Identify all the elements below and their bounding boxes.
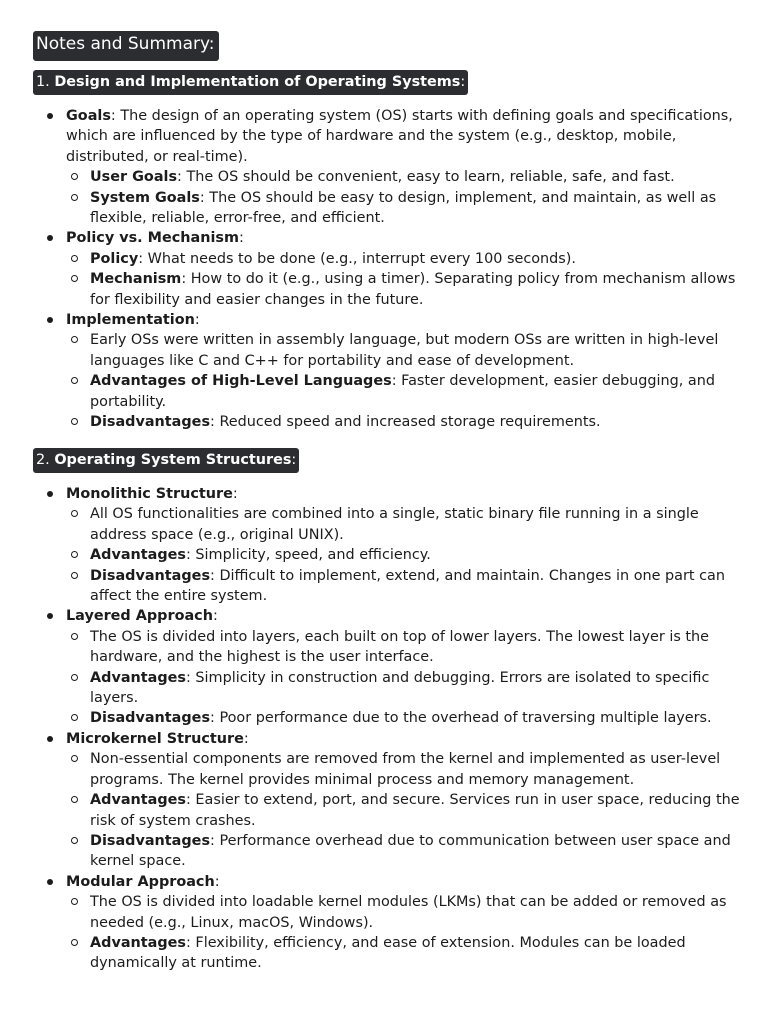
sub-text: : The OS should be easy to design, implement, and maintain, as well as flexible, reliable, error-free, and efficient. bbox=[90, 189, 717, 227]
sub-term: Disadvantages bbox=[90, 414, 211, 431]
sub-term: Disadvantages bbox=[90, 832, 211, 849]
item-text: : bbox=[214, 873, 220, 890]
sub-list-item bbox=[66, 371, 740, 412]
section-list bbox=[0, 484, 740, 974]
sub-list-item bbox=[66, 668, 740, 709]
item-text: : bbox=[232, 486, 238, 502]
section-title: Operating System Structures bbox=[54, 452, 292, 468]
item-text: : bbox=[194, 312, 200, 329]
sub-list bbox=[66, 892, 740, 974]
sub-text: The OS is divided into layers, each built on top of lower layers. The lowest layer is the hardware, and the highest is the user interface. bbox=[90, 628, 710, 666]
sub-text: : Flexibility, efficiency, and ease of extension. Modules can be loaded dynamically at runtime. bbox=[90, 934, 686, 972]
section-title: Design and Implementation of Operating Systems bbox=[54, 74, 461, 90]
sub-list-item bbox=[66, 504, 740, 545]
item-term: Microkernel Structure bbox=[66, 730, 244, 747]
sub-list-item bbox=[66, 892, 740, 933]
list-item bbox=[0, 106, 740, 228]
list-item bbox=[0, 729, 740, 872]
section-number: 1. bbox=[36, 74, 50, 90]
sub-text: : The OS should be convenient, easy to learn, reliable, safe, and fast. bbox=[177, 169, 675, 186]
sub-text: All OS functionalities are combined into a single, static binary file running in a single address space (e.g., original UNIX). bbox=[90, 506, 699, 543]
item-term: Implementation bbox=[66, 312, 195, 329]
sub-text: Non-essential components are removed from the kernel and implemented as user-level programs. The kernel provides minimal process and memory management. bbox=[90, 751, 721, 788]
sub-list-item bbox=[66, 566, 740, 607]
sub-list-item bbox=[66, 831, 740, 872]
item-term: Layered Approach bbox=[66, 608, 213, 625]
sub-list-item bbox=[66, 167, 740, 187]
sub-list bbox=[66, 330, 740, 432]
sub-term: Policy bbox=[90, 250, 139, 267]
sub-list-item bbox=[66, 188, 740, 229]
section-colon: : bbox=[291, 452, 297, 468]
list-item bbox=[0, 872, 740, 974]
sub-list bbox=[66, 249, 740, 310]
sub-list bbox=[66, 749, 740, 871]
sub-list-item bbox=[66, 933, 740, 974]
sub-list-item bbox=[66, 249, 740, 269]
list-item bbox=[0, 310, 740, 432]
sub-term: Advantages bbox=[90, 669, 186, 686]
item-text: : bbox=[238, 230, 244, 247]
sub-text: : Difficult to implement, extend, and maintain. Changes in one part can affect the entire system. bbox=[90, 567, 725, 605]
sub-list-item bbox=[66, 627, 740, 668]
sub-text: : Simplicity, speed, and efficiency. bbox=[186, 547, 431, 564]
section-number: 2. bbox=[36, 452, 50, 468]
sub-term: Advantages bbox=[90, 934, 186, 951]
sub-term: Mechanism bbox=[90, 271, 182, 288]
sub-text: Early OSs were written in assembly language, but modern OSs are written in high-level languages like C and C++ for portability and ease of development. bbox=[90, 332, 719, 369]
sub-text: : What needs to be done (e.g., interrupt every 100 seconds). bbox=[138, 250, 576, 267]
sub-text: : How to do it (e.g., using a timer). Separating policy from mechanism allows for flexibility and easier changes in the future. bbox=[90, 271, 736, 308]
sub-text: : Performance overhead due to communication between user space and kernel space. bbox=[90, 832, 731, 870]
section-list bbox=[0, 106, 740, 433]
sub-text: : Poor performance due to the overhead of traversing multiple layers. bbox=[210, 710, 712, 727]
sub-list-item bbox=[66, 412, 740, 432]
section-colon: : bbox=[460, 74, 466, 90]
sub-text: : Reduced speed and increased storage requirements. bbox=[210, 414, 601, 431]
sub-term: Advantages bbox=[90, 792, 186, 809]
sub-list-item bbox=[66, 790, 740, 831]
list-item bbox=[0, 606, 740, 728]
sub-list-item bbox=[66, 269, 740, 310]
item-text: : The design of an operating system (OS) starts with defining goals and specifications, which are influenced by the type of hardware and the system (e.g., desktop, mobile, distributed, or real-time). bbox=[66, 108, 733, 165]
sub-term: System Goals bbox=[90, 189, 200, 206]
item-text: : bbox=[243, 730, 249, 747]
sub-text: The OS is divided into loadable kernel modules (LKMs) that can be added or removed as needed (e.g., Linux, macOS, Windows). bbox=[90, 894, 727, 931]
sub-term: Advantages bbox=[90, 547, 186, 564]
sub-term: Disadvantages bbox=[90, 710, 211, 727]
sub-list bbox=[66, 167, 740, 228]
sub-list-item bbox=[66, 330, 740, 371]
list-item bbox=[0, 484, 740, 606]
sub-term: Disadvantages bbox=[90, 567, 211, 584]
sub-term: Advantages of High-Level Languages bbox=[90, 373, 392, 390]
sub-text: : Faster development, easier debugging, and portability. bbox=[90, 373, 715, 410]
sub-text: : Simplicity in construction and debugging. Errors are isolated to specific layers. bbox=[90, 669, 710, 707]
sub-term: User Goals bbox=[90, 169, 178, 186]
sub-list-item bbox=[66, 545, 740, 565]
item-term: Monolithic Structure bbox=[66, 486, 233, 502]
sub-text: : Easier to extend, port, and secure. Services run in user space, reducing the risk of system crashes. bbox=[90, 792, 740, 829]
sub-list-item bbox=[66, 708, 740, 728]
item-term: Modular Approach bbox=[66, 873, 215, 890]
item-text: : bbox=[212, 608, 218, 625]
sub-list bbox=[66, 627, 740, 729]
list-item bbox=[0, 228, 740, 310]
section-heading bbox=[33, 448, 299, 473]
page-title: Notes and Summary: bbox=[33, 31, 219, 61]
item-term: Goals bbox=[66, 108, 111, 124]
section-heading bbox=[33, 70, 468, 95]
sub-list bbox=[66, 504, 740, 606]
sub-list-item bbox=[66, 749, 740, 790]
item-term: Policy vs. Mechanism bbox=[66, 230, 239, 247]
